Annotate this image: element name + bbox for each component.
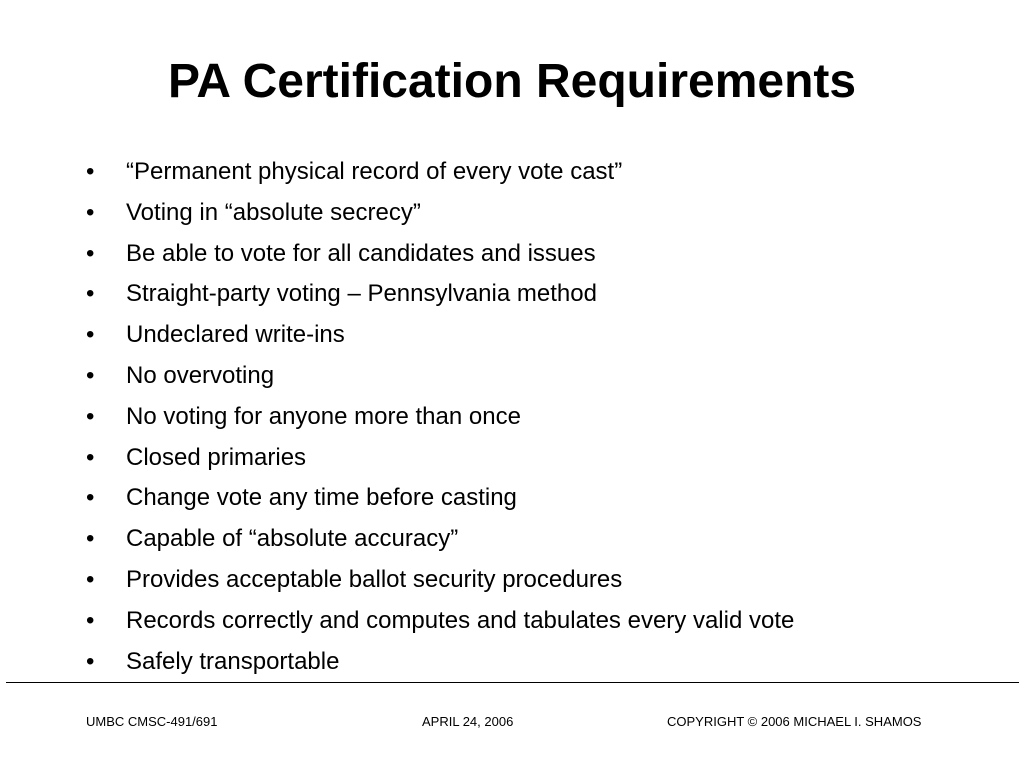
bullet-marker-icon: •: [86, 198, 95, 226]
bullet-marker-icon: •: [86, 158, 95, 185]
footer-divider: [6, 682, 1019, 683]
list-item-text: Undeclared write-ins: [126, 321, 345, 349]
footer-date: APRIL 24, 2006: [422, 714, 514, 729]
bullet-marker-icon: •: [86, 443, 95, 471]
list-item-text: Records correctly and computes and tabulates every valid vote: [126, 606, 795, 634]
list-item-text: No voting for anyone more than once: [126, 402, 521, 430]
bullet-marker-icon: •: [86, 402, 95, 430]
list-item-text: Voting in “absolute secrecy”: [126, 198, 421, 226]
footer-course: UMBC CMSC-491/691: [86, 714, 218, 729]
list-item-text: Change vote any time before casting: [126, 484, 517, 512]
bullet-marker-icon: •: [86, 647, 95, 675]
bullet-marker-icon: •: [86, 280, 95, 308]
bullet-marker-icon: •: [86, 565, 95, 593]
list-item-text: Be able to vote for all candidates and issues: [126, 239, 596, 267]
bullet-marker-icon: •: [86, 525, 95, 553]
bullet-marker-icon: •: [86, 321, 95, 349]
list-item-text: “Permanent physical record of every vote cast”: [126, 158, 623, 185]
list-item-text: Safely transportable: [126, 647, 340, 675]
slide-title: PA Certification Requirements: [167, 55, 857, 108]
footer-copyright: COPYRIGHT © 2006 MICHAEL I. SHAMOS: [667, 714, 922, 729]
bullet-marker-icon: •: [86, 361, 95, 389]
bullet-marker-icon: •: [86, 484, 95, 512]
bullet-marker-icon: •: [86, 606, 95, 634]
list-item-text: Straight-party voting – Pennsylvania method: [126, 280, 597, 308]
bullet-marker-icon: •: [86, 239, 95, 267]
list-item-text: Provides acceptable ballot security procedures: [126, 565, 623, 593]
list-item-text: Capable of “absolute accuracy”: [126, 525, 459, 553]
list-item-text: No overvoting: [126, 361, 275, 389]
list-item-text: Closed primaries: [126, 443, 307, 471]
